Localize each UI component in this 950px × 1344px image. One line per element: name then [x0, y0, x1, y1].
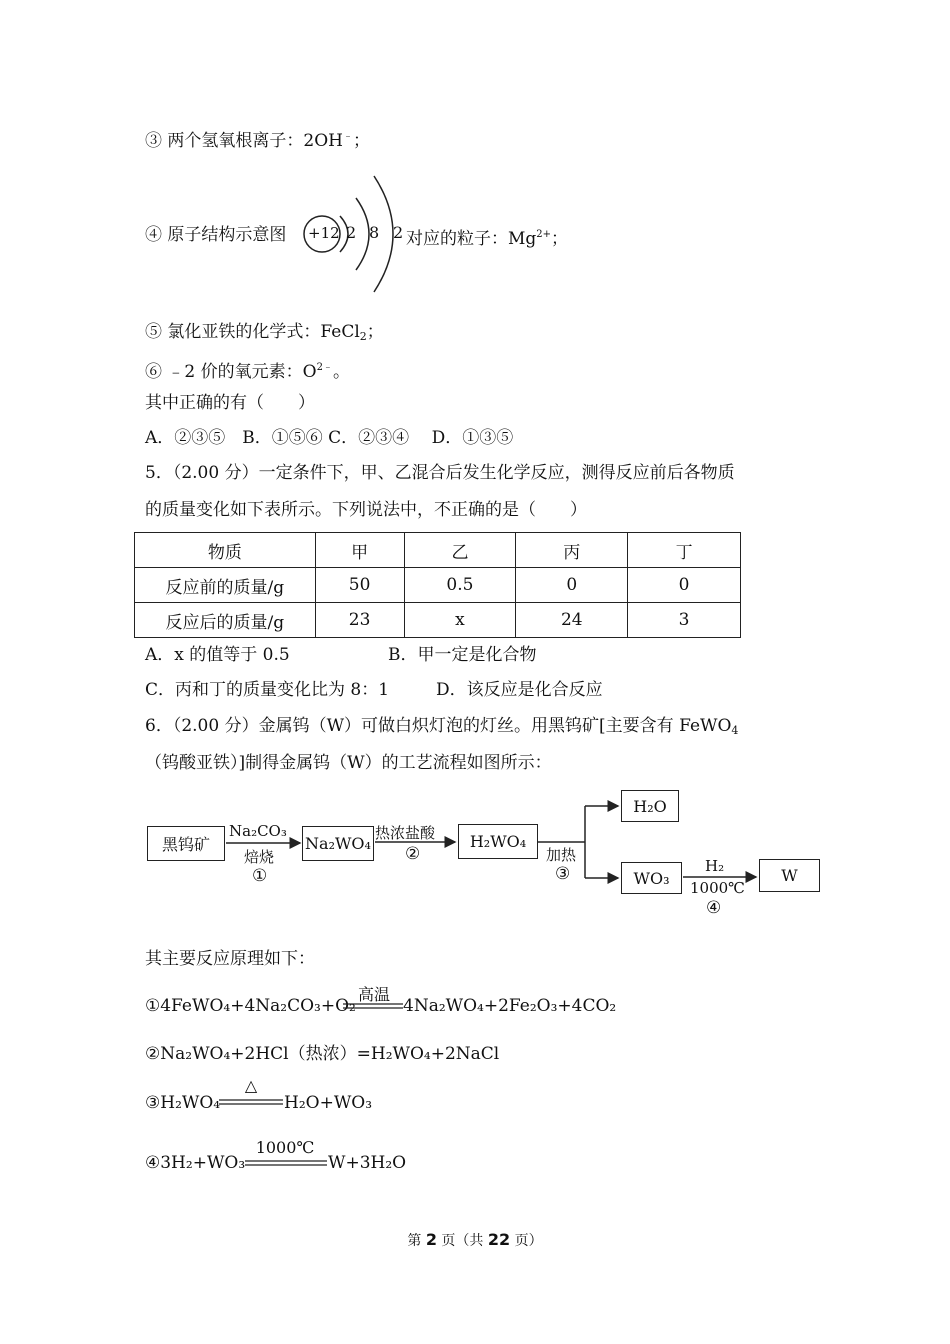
question-5-line-2: 的质量变化如下表所示。下列说法中，不正确的是（ ） — [145, 500, 587, 520]
item-4-post — [406, 224, 568, 250]
nucleus-charge: +12 — [308, 224, 340, 242]
question-4-options: A．②③⑤ B．①⑤⑥ C．②③④ D．①③⑤ — [145, 428, 514, 448]
question-5-option-c: C．丙和丁的质量变化比为 8：1 — [145, 680, 390, 700]
table-cell: x — [404, 603, 516, 638]
question-5-line-1: 5．（2.00 分）一定条件下，甲、乙混合后发生化学反应，测得反应前后各物质 — [145, 463, 735, 483]
table-header-cell: 丁 — [628, 533, 741, 568]
flow-box-h2wo4: H₂WO₄ — [458, 824, 538, 859]
step-4-reagent: H₂ — [705, 857, 725, 875]
equation-3-left: ③H₂WO₄ — [145, 1093, 221, 1113]
table-cell: 23 — [315, 603, 404, 638]
item-6-end: 。 — [332, 362, 350, 382]
table-header-cell: 乙 — [404, 533, 516, 568]
step-2-number: ② — [405, 844, 421, 864]
step-1-reagent: Na₂CO₃ — [229, 822, 287, 840]
table-cell: 3 — [628, 603, 741, 638]
shell-2-count: 8 — [369, 223, 380, 242]
step-3-number: ③ — [555, 864, 571, 884]
step-2-reagent: 热浓盐酸 — [375, 824, 436, 842]
step-1-number: ① — [252, 866, 268, 886]
table-cell: 0 — [516, 568, 628, 603]
equation-1-right: 4Na₂WO₄+2Fe₂O₃+4CO₂ — [403, 996, 617, 1016]
question-6-line-2: （钨酸亚铁）]制得金属钨（W）的工艺流程如图所示： — [145, 753, 552, 773]
electron-shell-2 — [356, 198, 369, 270]
item-4-label — [145, 224, 286, 246]
table-header-row — [135, 533, 741, 568]
item-5-sub: 2 — [359, 330, 367, 343]
page-footer — [0, 1230, 950, 1250]
footer-prefix: 第 — [407, 1233, 426, 1249]
equation-4-right: W+3H₂O — [328, 1153, 407, 1173]
item-4-sup: 2+ — [536, 229, 552, 240]
flow-box-h2o: H₂O — [621, 790, 679, 822]
table-cell: 反应前的质量/g — [135, 568, 316, 603]
question-4-stem: 其中正确的有（ ） — [145, 393, 315, 413]
equation-4-double-line — [244, 1159, 328, 1167]
item-3-text: ③ 两个氢氧根离子：2OH — [145, 131, 343, 151]
item-6-sup: 2﹣ — [316, 362, 333, 373]
table-row — [135, 603, 741, 638]
flow-box-ore: 黑钨矿 — [147, 826, 225, 861]
item-5-text: ⑤ 氯化亚铁的化学式：FeCl — [145, 322, 360, 342]
flow-box-wo3: WO₃ — [621, 862, 682, 894]
equation-3-right: H₂O+WO₃ — [284, 1093, 373, 1113]
table-cell: 24 — [516, 603, 628, 638]
item-6 — [145, 357, 350, 383]
step-3-condition: 加热 — [546, 846, 577, 864]
question-6-line-1-sub: 4 — [731, 724, 739, 737]
flow-box-na2wo4: Na₂WO₄ — [302, 826, 374, 861]
table-cell: 0.5 — [404, 568, 516, 603]
question-5-option-d: D．该反应是化合反应 — [436, 680, 603, 700]
table-header-cell: 甲 — [315, 533, 404, 568]
question-6-line-1-text: 6．（2.00 分）金属钨（W）可做白炽灯泡的灯丝。用黑钨矿[主要含有 FeWO — [145, 716, 732, 736]
table-row — [135, 568, 741, 603]
table-cell: 0 — [628, 568, 741, 603]
equation-3-condition: △ — [244, 1076, 258, 1095]
item-6-text: ⑥ ﹣2 价的氧元素：O — [145, 362, 317, 382]
footer-middle: 页（共 — [436, 1233, 488, 1249]
item-3 — [145, 126, 370, 152]
shell-1-count: 2 — [346, 223, 357, 242]
step-4-number: ④ — [706, 898, 722, 918]
flow-box-w: W — [759, 859, 820, 892]
footer-total-pages: 22 — [487, 1230, 511, 1249]
equation-1-left: ①4FeWO₄+4Na₂CO₃+O₂ — [145, 996, 356, 1016]
item-3-sup: ﹣ — [342, 131, 353, 142]
mass-change-table — [134, 532, 741, 638]
table-cell: 反应后的质量/g — [135, 603, 316, 638]
question-5-option-b: B．甲一定是化合物 — [388, 645, 537, 665]
item-5-end: ； — [366, 322, 384, 342]
equation-4-left: ④3H₂+WO₃ — [145, 1153, 246, 1173]
principle-title: 其主要反应原理如下： — [145, 949, 315, 969]
item-4-pre: ④ 原子结构示意图 — [145, 225, 287, 245]
table-cell: 50 — [315, 568, 404, 603]
question-5-option-a: A．x 的值等于 0.5 — [145, 645, 290, 665]
table-header-cell: 物质 — [135, 533, 316, 568]
step-1-condition: 焙烧 — [244, 848, 275, 866]
shell-3-count: 2 — [393, 223, 404, 242]
footer-suffix: 页） — [510, 1233, 543, 1249]
step-4-temperature: 1000℃ — [690, 879, 745, 897]
equation-1-condition: 高温 — [357, 985, 390, 1004]
item-3-end: ； — [352, 131, 370, 151]
equation-3-double-line — [218, 1098, 284, 1106]
item-5 — [145, 321, 384, 348]
item-4-post-text: 对应的粒子：Mg — [406, 229, 537, 249]
equation-4-condition: 1000℃ — [255, 1138, 315, 1157]
item-4-end: ； — [551, 229, 569, 249]
table-header-cell: 丙 — [516, 533, 628, 568]
equation-1-double-line — [342, 1002, 404, 1010]
equation-2: ②Na₂WO₄+2HCl（热浓）=H₂WO₄+2NaCl — [145, 1044, 500, 1064]
question-6-line-1 — [145, 715, 738, 742]
footer-page-number: 2 — [425, 1230, 437, 1249]
